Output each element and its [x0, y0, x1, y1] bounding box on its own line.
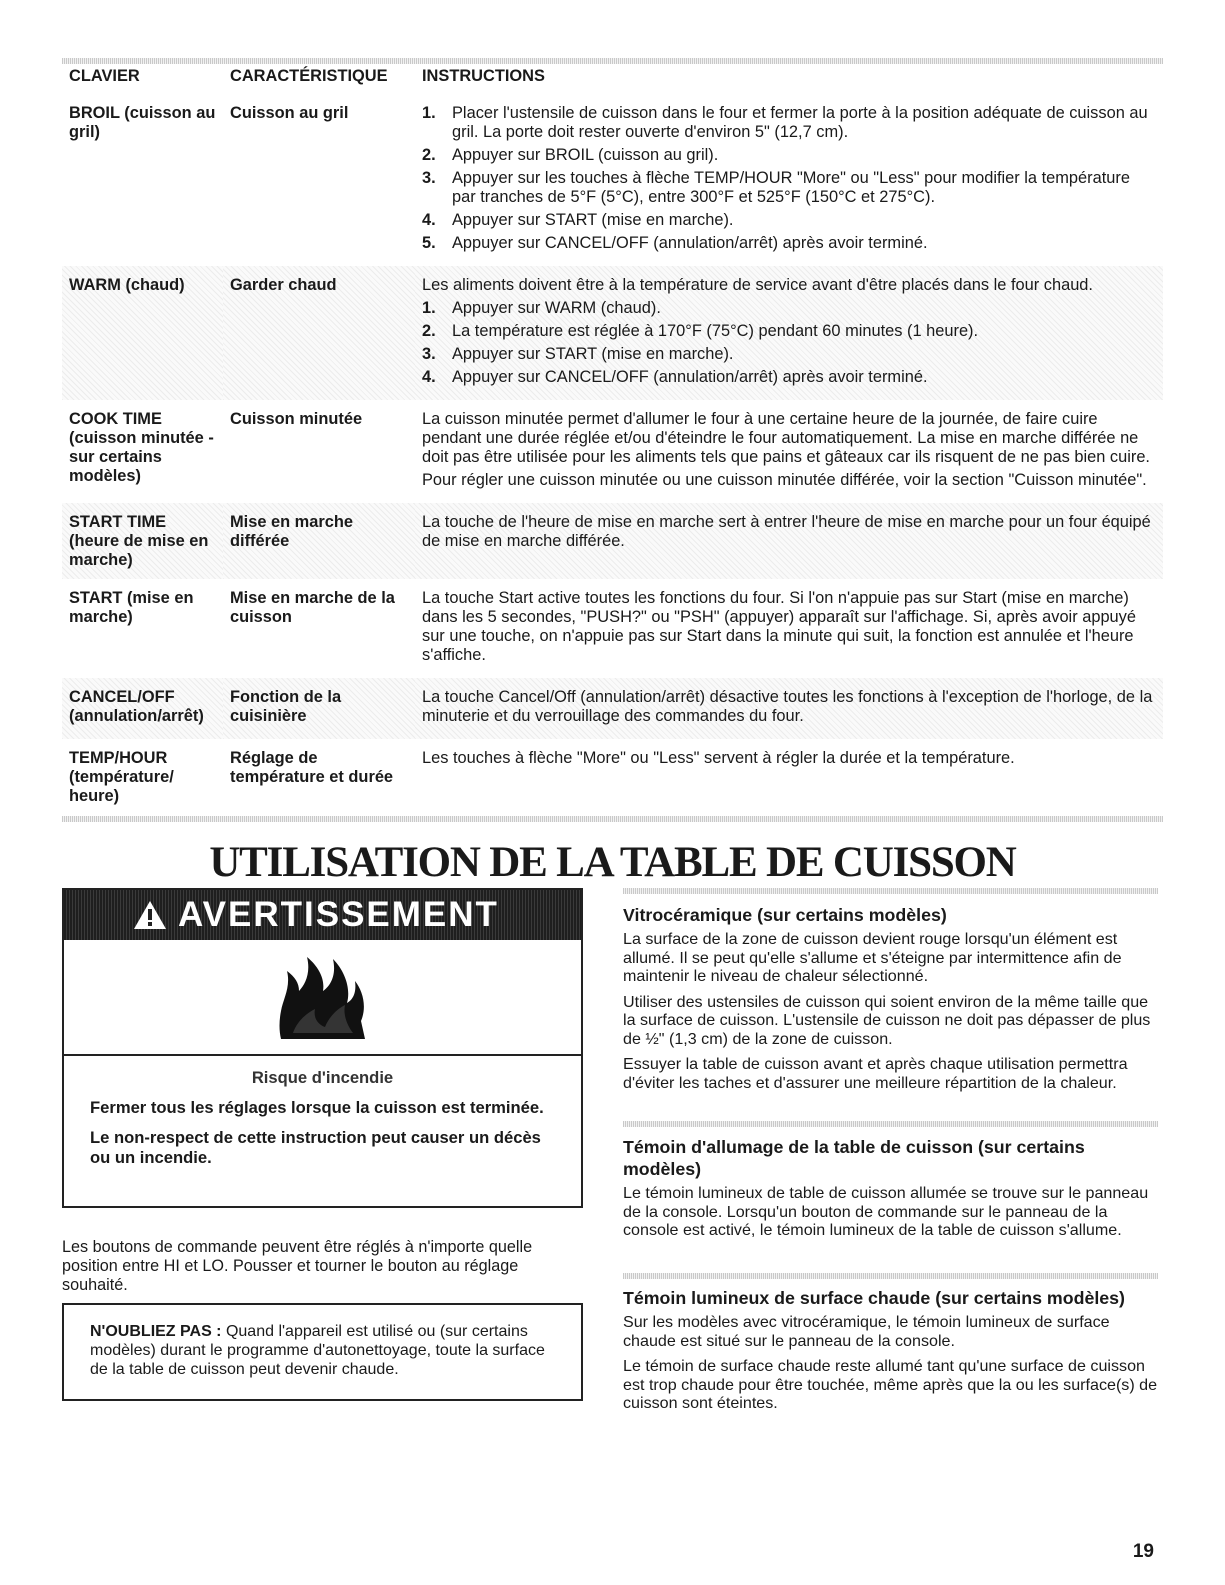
list-item: [422, 322, 1157, 341]
instructions-cell: [415, 503, 1163, 579]
warning-line: Fermer tous les réglages lorsque la cuisson est terminée.: [90, 1098, 544, 1117]
list-item: [422, 368, 1157, 387]
step-text: Appuyer sur START (mise en marche).: [452, 345, 734, 363]
warning-line: Le non-respect de cette instruction peut causer un décès ou un incendie.: [90, 1128, 541, 1167]
feature-cell: Cuisson minutée: [230, 410, 363, 428]
key-cell: [62, 266, 223, 400]
step-number: 3.: [422, 169, 436, 187]
step-number: 1.: [422, 104, 436, 122]
header-instructions: INSTRUCTIONS: [422, 67, 545, 85]
step-number: 2.: [422, 146, 436, 164]
table-row: [62, 739, 1163, 815]
step-text: Appuyer sur START (mise en marche).: [452, 211, 734, 229]
table-row: [62, 678, 1163, 739]
section-paragraph: Le témoin de surface chaude reste allumé tant qu'une surface de cuisson est trop chaude pour être touchée, même après que la ou les surface(s) de cuisson sont éteintes.: [623, 1357, 1158, 1412]
step-text: Appuyer sur CANCEL/OFF (annulation/arrêt) après avoir terminé.: [452, 234, 928, 252]
key-cell: START TIME (heure de mise en marche): [62, 503, 223, 579]
table-row: [62, 94, 1163, 266]
header-clavier: CLAVIER: [69, 67, 140, 85]
list-item: [422, 299, 1157, 318]
section-paragraph: Utiliser des ustensiles de cuisson qui soient environ de la même taille que la surface de cuisson. L'ustensile de cuisson ne doit pas dépasser de plus de ½" (1,3 cm) de la zone de cuisson.: [623, 992, 1151, 1048]
instructions-cell: [415, 739, 1163, 815]
key-name-rest: (cuisson au gril): [69, 104, 216, 141]
section-rule: [623, 1273, 1158, 1279]
table-row: [62, 266, 1163, 400]
section-heading: Témoin lumineux de surface chaude (sur certains modèles): [623, 1288, 1125, 1308]
feature-cell: Cuisson au gril: [230, 104, 349, 122]
list-item: [422, 104, 1157, 142]
instructions-cell: [415, 266, 1163, 400]
section-surface-chaude: [623, 1287, 1158, 1420]
list-item: [422, 211, 1157, 230]
step-number: 4.: [422, 368, 436, 386]
step-number: 3.: [422, 345, 436, 363]
warning-heading: AVERTISSEMENT: [178, 895, 499, 934]
reminder-label: N'OUBLIEZ PAS :: [90, 1323, 222, 1340]
instructions-cell: [415, 94, 1163, 266]
warning-header: [64, 890, 581, 940]
section-paragraph: Essuyer la table de cuisson avant et après chaque utilisation permettra d'éviter les taches et d'assurer une meilleure répartition de la chaleur.: [623, 1055, 1128, 1092]
warning-body: [64, 1056, 581, 1168]
key-cell: COOK TIME (cuisson minutée - sur certains modèles): [69, 410, 214, 485]
control-knob-paragraph: Les boutons de commande peuvent être réglés à n'importe quelle position entre HI et LO. Pousser et tourner le bouton au réglage souhaité.: [62, 1238, 533, 1294]
step-text: Appuyer sur les touches à flèche TEMP/HOUR "More" ou "Less" pour modifier la température par tranches de 5°F (5°C), entre 300°F et 525°F (150°C et 275°C).: [452, 169, 1130, 206]
instructions-cell: [415, 400, 1163, 503]
step-text: Placer l'ustensile de cuisson dans le four et fermer la porte à la position adéquate de cuisson au gril. La porte doit rester ouverte d'environ 5" (12,7 cm).: [452, 104, 1148, 141]
feature-cell: Réglage de température et durée: [230, 749, 394, 786]
table-row: [62, 503, 1163, 579]
step-text: Appuyer sur BROIL (cuisson au gril).: [452, 146, 719, 164]
step-number: 1.: [422, 299, 436, 317]
section-temoin-allumage: [623, 1136, 1158, 1247]
feature-cell: Mise en marche différée: [223, 503, 415, 579]
section-rule: [623, 1121, 1158, 1127]
section-paragraph: La surface de la zone de cuisson devient rouge lorsqu'un élément est allumé. Il se peut qu'elle s'allume et s'éteigne par intermittence afin de maintenir le niveau de chaleur sélectionné.: [623, 930, 1122, 985]
instruction-paragraph: La touche Start active toutes les fonctions du four. Si l'on n'appuie pas sur Start (mise en marche) dans les 5 secondes, "PUSH?" ou "PSH" (appuyer) apparaît sur l'affichage. Si, après avoir appuyé sur une touche, on n'appuie pas sur Start dans la minute qui suit, la fonction est annulée et l'heure s'affiche.: [422, 589, 1136, 664]
reminder-text: Quand l'appareil est utilisé ou (sur certains modèles) durant le programme d'autonettoyage, toute la surface de la table de cuisson peut devenir chaude.: [90, 1323, 545, 1378]
key-cell: START (mise en marche): [69, 589, 194, 626]
section-heading: Vitrocéramique (sur certains modèles): [623, 905, 947, 925]
instruction-paragraph: La touche Cancel/Off (annulation/arrêt) désactive toutes les fonctions à l'exception de l'horloge, de la minuterie et du verrouillage des commandes du four.: [422, 688, 1153, 725]
section-paragraph: Sur les modèles avec vitrocéramique, le témoin lumineux de surface chaude est situé sur le panneau de la console.: [623, 1313, 1110, 1350]
list-item: [422, 169, 1157, 207]
warning-triangle-icon: [132, 899, 168, 931]
table-row: [62, 400, 1163, 503]
list-item: [422, 146, 1157, 165]
section-vitroceramique: [623, 904, 1158, 1099]
instruction-paragraph: Les touches à flèche "More" ou "Less" servent à régler la durée et la température.: [422, 749, 1015, 767]
feature-cell: Mise en marche de la cuisson: [230, 589, 395, 626]
key-name: BROIL: [69, 104, 120, 122]
table-bottom-rule: [62, 816, 1163, 822]
instruction-paragraph: La touche de l'heure de mise en marche sert à entrer l'heure de mise en marche pour un four équipé de mise en marche différée.: [422, 513, 1151, 550]
instructions-cell: [415, 579, 1163, 678]
section-paragraph: Le témoin lumineux de table de cuisson allumée se trouve sur le panneau de la console. Lorsqu'un bouton de commande sur le panneau de la console est activé, le témoin lumineux de la table de cuisson s'allume.: [623, 1184, 1149, 1239]
feature-cell: Fonction de la cuisinière: [223, 678, 415, 739]
instruction-paragraph: Pour régler une cuisson minutée ou une cuisson minutée différée, voir la section "Cuisson minutée".: [422, 471, 1147, 489]
top-rule: [62, 58, 1163, 64]
key-cell: TEMP/HOUR (température/ heure): [69, 749, 174, 805]
reminder-box: [62, 1303, 583, 1401]
instruction-paragraph: La cuisson minutée permet d'allumer le four à une certaine heure de la journée, de faire cuire pendant une durée réglée et/ou d'éteindre le four automatiquement. La mise en marche différée ne doit pas être utilisée pour les aliments tels que pains et gâteaux car ils risquent de ne pas bien cuire.: [422, 410, 1150, 466]
key-name-rest: (chaud): [120, 276, 185, 294]
feature-cell: Garder chaud: [223, 266, 415, 400]
fire-icon: [64, 940, 581, 1056]
page-number: 19: [1132, 1541, 1154, 1562]
step-text: La température est réglée à 170°F (75°C) pendant 60 minutes (1 heure).: [452, 322, 979, 340]
step-number: 2.: [422, 322, 436, 340]
key-name: WARM: [69, 276, 121, 294]
step-text: Appuyer sur WARM (chaud).: [452, 299, 661, 317]
step-text: Appuyer sur CANCEL/OFF (annulation/arrêt) après avoir terminé.: [452, 368, 928, 386]
instruction-intro: Les aliments doivent être à la température de service avant d'être placés dans le four chaud.: [422, 276, 1093, 294]
header-caracteristique: CARACTÉRISTIQUE: [230, 67, 388, 85]
list-item: [422, 345, 1157, 364]
step-number: 5.: [422, 234, 436, 252]
warning-box: [62, 888, 583, 1208]
hazard-title: Risque d'incendie: [251, 1068, 394, 1087]
control-keys-table: [62, 66, 1163, 815]
step-number: 4.: [422, 211, 436, 229]
instructions-cell: [415, 678, 1163, 739]
section-heading: Témoin d'allumage de la table de cuisson (sur certains modèles): [623, 1137, 1085, 1179]
list-item: [422, 234, 1157, 253]
key-cell: CANCEL/OFF (annulation/arrêt): [62, 678, 223, 739]
table-header-row: [62, 66, 1163, 94]
key-cell: [62, 94, 223, 266]
section-title: UTILISATION DE LA TABLE DE CUISSON: [209, 839, 1016, 886]
section-rule: [623, 888, 1158, 894]
table-row: [62, 579, 1163, 678]
